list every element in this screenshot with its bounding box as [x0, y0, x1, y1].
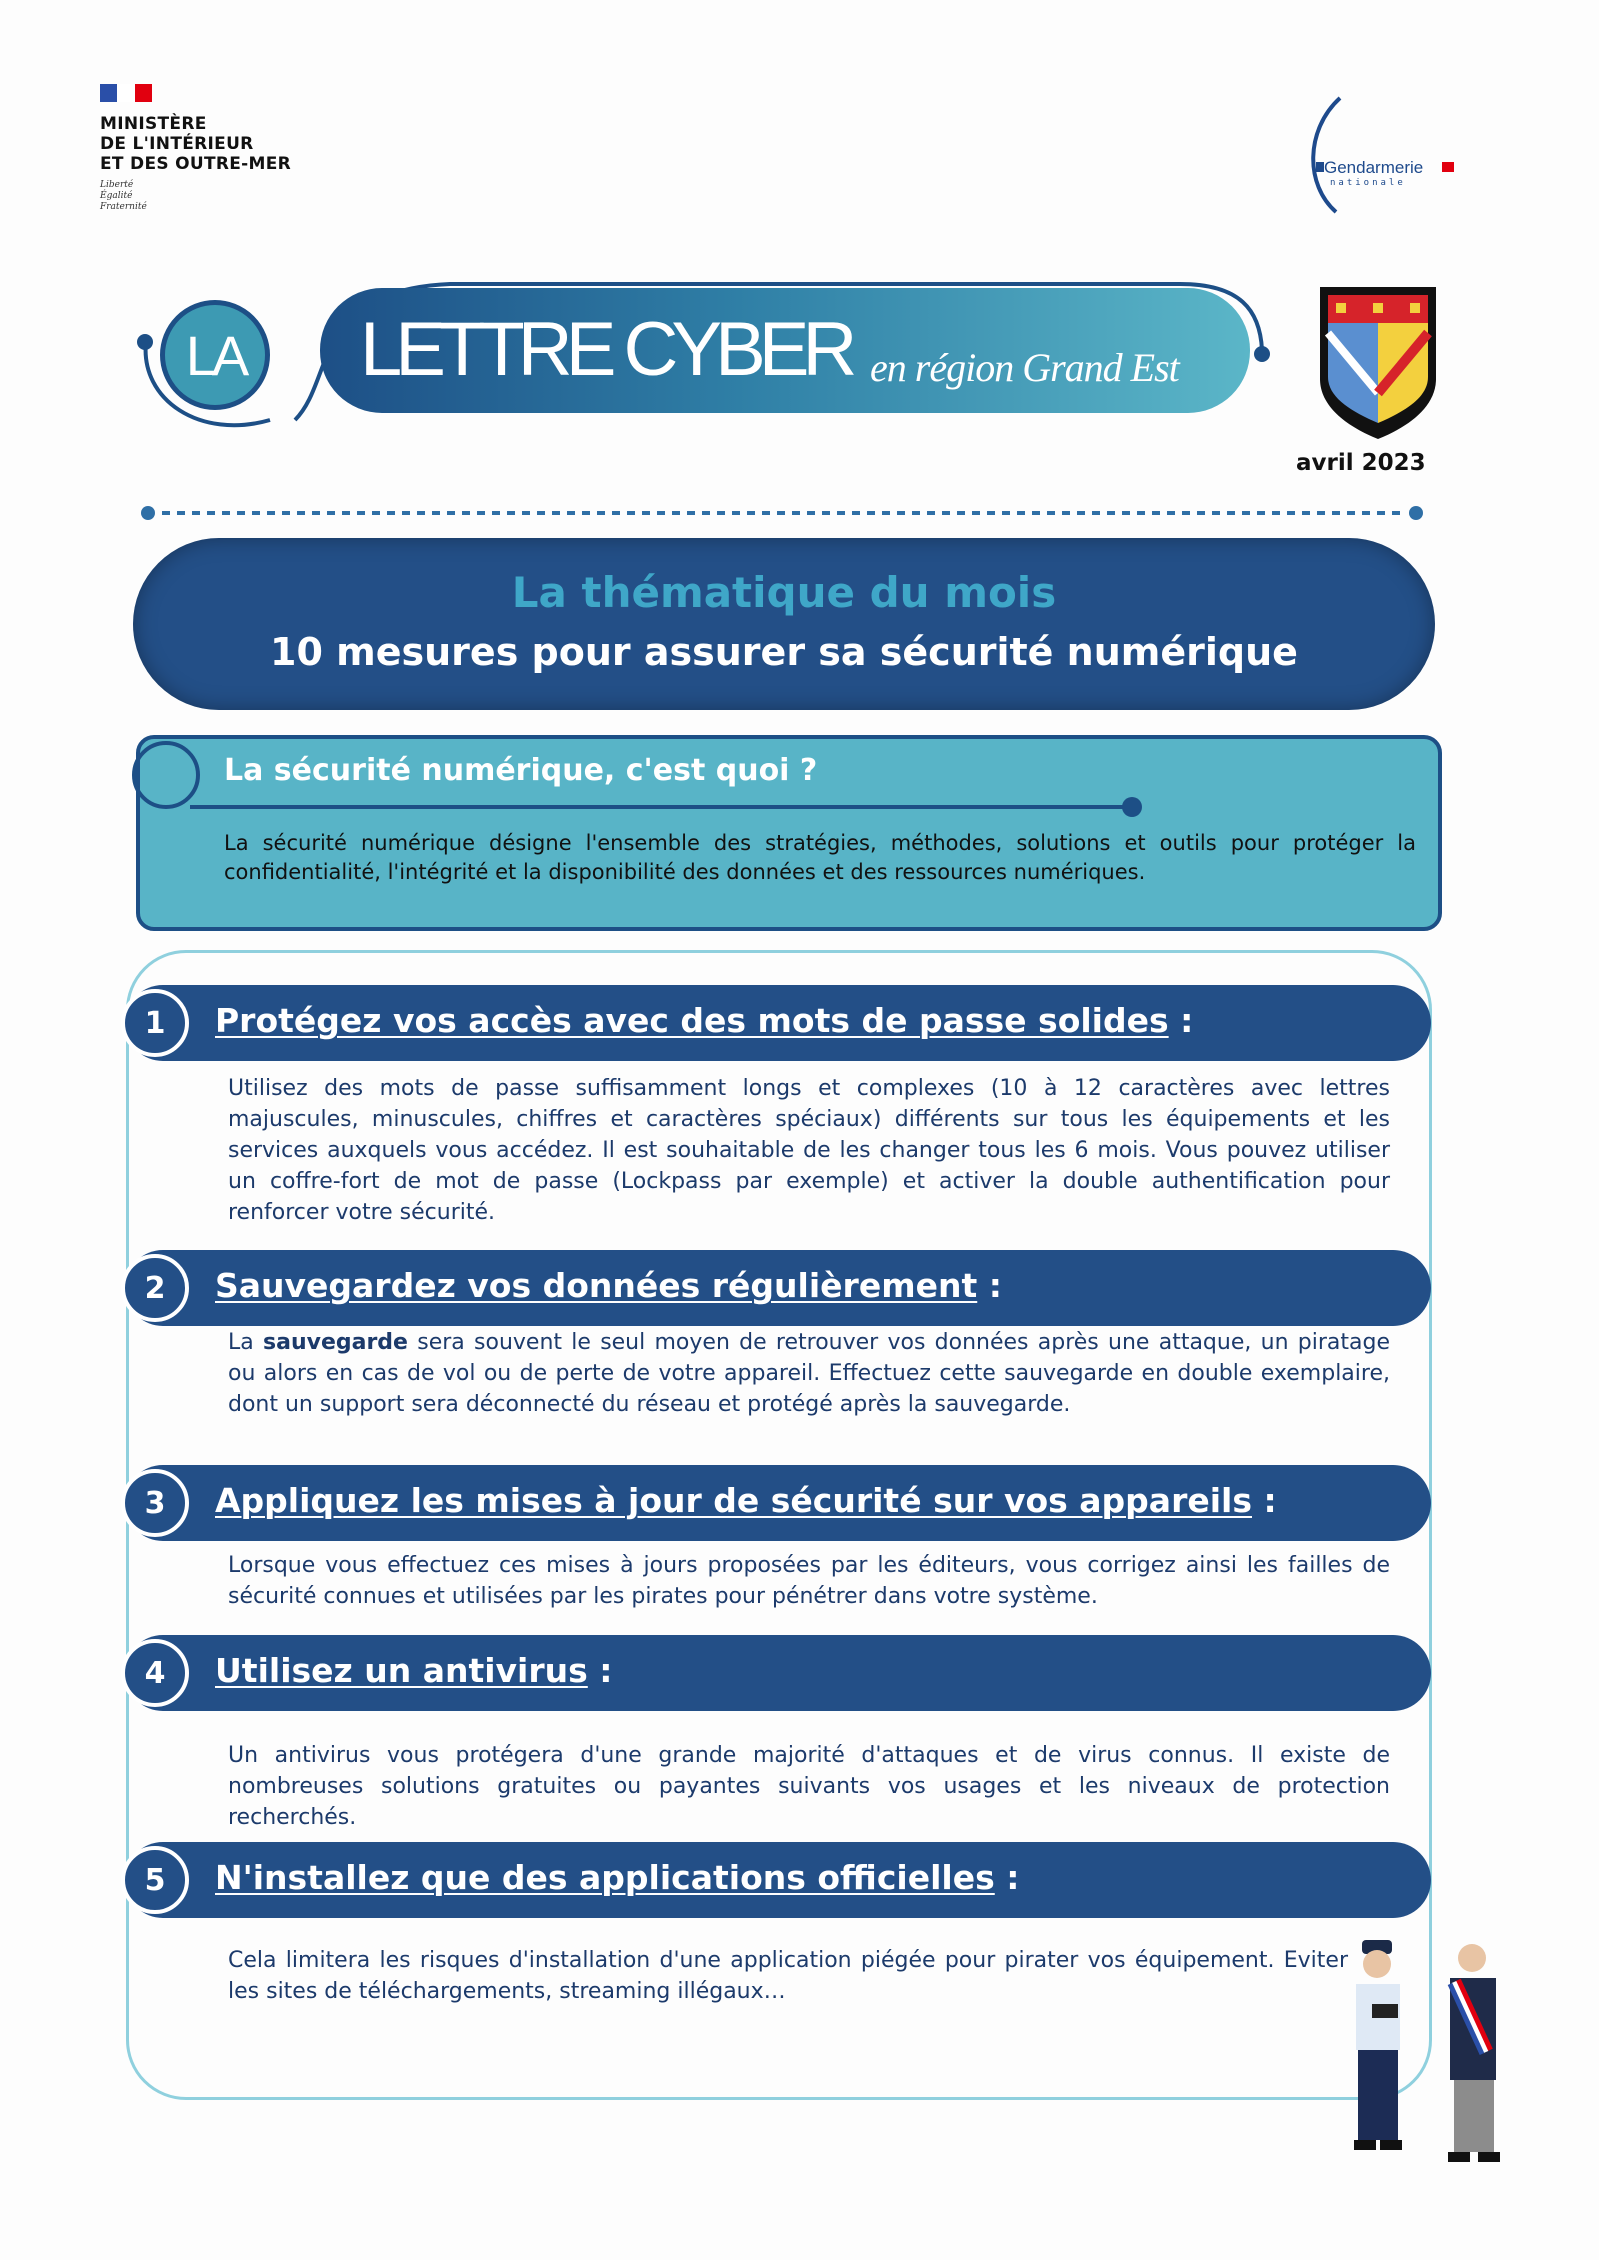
- issue-date: avril 2023: [1296, 450, 1426, 476]
- measure-3-title: Appliquez les mises à jour de sécurité sur vos appareils :: [215, 1481, 1277, 1520]
- motto-liberte: Liberté: [100, 180, 134, 190]
- gendarmerie-flame-icon: [1300, 90, 1460, 220]
- measure-4-header: [125, 1635, 1431, 1711]
- gendarmerie-name: Gendarmerie: [1324, 158, 1424, 177]
- dotted-separator: [140, 505, 1425, 521]
- definition-underline: [190, 805, 1128, 809]
- measure-4-number: 4: [121, 1639, 189, 1707]
- measure-2-text: La sauvegarde sera souvent le seul moyen de retrouver vos données après une attaque, un piratage ou alors en cas de vol ou de perte de votre appareil. Effectuez cette sauvegarde en double exemplaire, dont un support sera déconnecté du réseau et protégé après la sauvegarde.: [228, 1330, 1390, 1417]
- motto-fraternite: Fraternité: [100, 202, 147, 212]
- measure-3-number: 3: [121, 1469, 189, 1537]
- measure-5-header: [125, 1842, 1431, 1918]
- measure-2-number: 2: [121, 1254, 189, 1322]
- measure-3-text: Lorsque vous effectuez ces mises à jours proposées par les éditeurs, vous corrigez ainsi les failles de sécurité connues et utilisées par les pirates pour pénétrer dans votre système.: [228, 1553, 1390, 1609]
- theme-header: [133, 538, 1435, 710]
- ministry-name-line-3: ET DES OUTRE-MER: [100, 154, 292, 174]
- measure-3-header: [125, 1465, 1431, 1541]
- measure-4-text: Un antivirus vous protégera d'une grande majorité d'attaques et de virus connus. Il existe de nombreuses solutions gratuites ou payantes suivants vos usages et les niveaux de protection recherchés.: [228, 1743, 1390, 1830]
- measure-1-text: Utilisez des mots de passe suffisamment longs et complexes (10 à 12 caractères avec lettres majuscules, minuscules, chiffres et caractères spéciaux) différents sur tous les équipements et les services auxquels vous accédez. Il est souhaitable de les changer tous les 6 mois. Vous pouvez utiliser un coffre-fort de mot de passe (Lockpass par exemple) et activer la double authentification pour renforcer votre sécurité.: [228, 1076, 1390, 1225]
- ministry-name-line-2: DE L'INTÉRIEUR: [100, 134, 254, 154]
- banner-dot-left: [137, 334, 153, 350]
- theme-label: La thématique du mois: [511, 568, 1057, 617]
- gendarme-and-mayor-illustration: [1350, 1930, 1550, 2190]
- coat-of-arms-icon: [1316, 283, 1440, 443]
- measure-5-text: Cela limitera les risques d'installation d'une application piégée pour pirater vos équipement. Eviter les sites de téléchargements, streaming illégaux…: [228, 1948, 1348, 2004]
- measure-4-title: Utilisez un antivirus :: [215, 1651, 613, 1690]
- theme-title: 10 mesures pour assurer sa sécurité numérique: [270, 630, 1298, 674]
- banner-title: LETTRE CYBER: [360, 307, 851, 392]
- ministry-logo: [100, 84, 291, 213]
- measure-5-number: 5: [121, 1846, 189, 1914]
- measure-5-title: N'installez que des applications officielles :: [215, 1858, 1020, 1897]
- definition-circle-icon: [132, 741, 200, 809]
- gendarmerie-subtitle: nationale: [1330, 178, 1406, 188]
- banner-la-badge: LA: [160, 300, 270, 410]
- motto: [100, 180, 291, 213]
- french-flag-icon: [100, 84, 152, 102]
- measure-1-header: [125, 985, 1431, 1061]
- measure-1-number: 1: [121, 989, 189, 1057]
- measure-2-title: Sauvegardez vos données régulièrement :: [215, 1266, 1002, 1305]
- measure-1-title: Protégez vos accès avec des mots de passe solides :: [215, 1001, 1194, 1040]
- newsletter-banner: [120, 270, 1280, 440]
- banner-region: en région Grand Est: [870, 345, 1179, 390]
- mayor-figure-icon: [1448, 1944, 1500, 2162]
- motto-egalite: Égalité: [100, 191, 133, 201]
- gendarmerie-logo: [1300, 90, 1460, 220]
- ministry-name-line-1: MINISTÈRE: [100, 114, 207, 134]
- definition-box: [136, 735, 1442, 931]
- definition-title: La sécurité numérique, c'est quoi ?: [224, 753, 818, 788]
- definition-underline-dot: [1122, 797, 1142, 817]
- gendarme-figure-icon: [1354, 1940, 1402, 2150]
- banner-dot-right: [1254, 346, 1270, 362]
- definition-text: La sécurité numérique désigne l'ensemble des stratégies, méthodes, solutions et outils pour protéger la confidentialité, l'intégrité et la disponibilité des données et des ressources numériques.: [224, 831, 1416, 884]
- measure-2-header: [125, 1250, 1431, 1326]
